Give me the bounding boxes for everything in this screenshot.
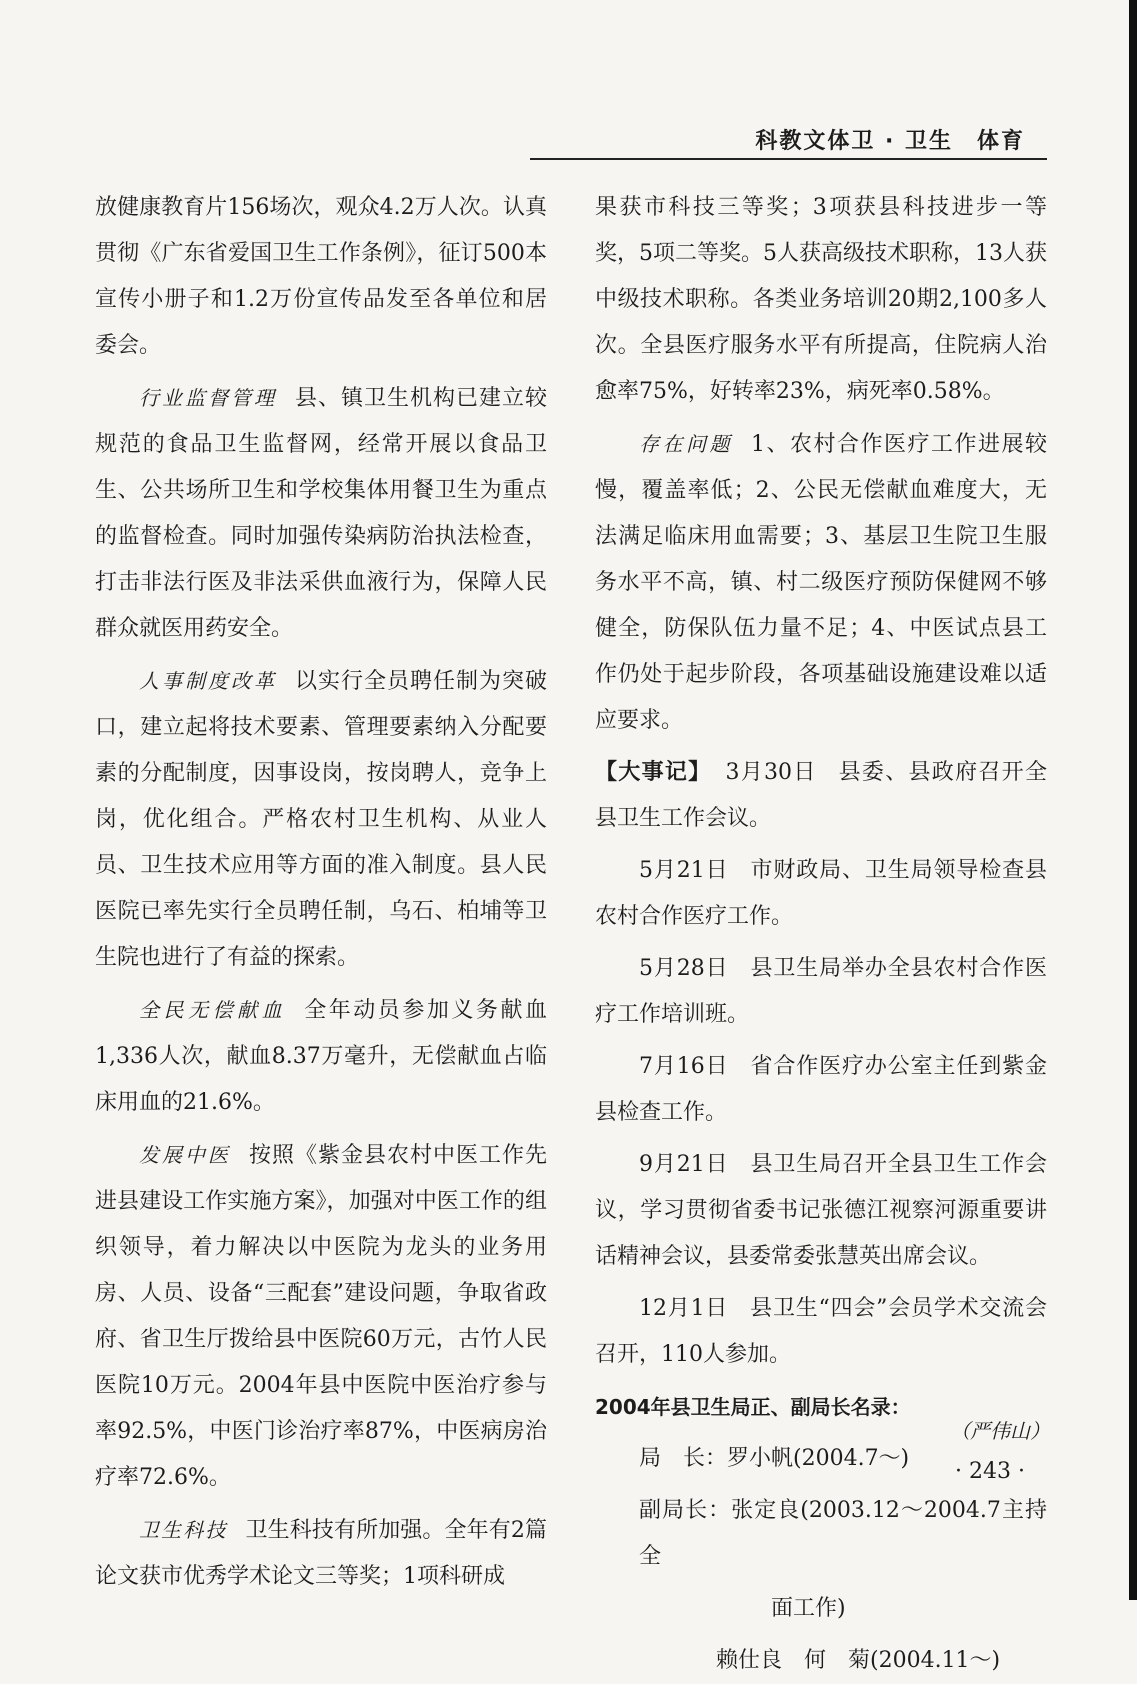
paragraph-problems xyxy=(595,421,1047,744)
event-text: 县卫生局举办全县农村合作医疗工作培训班。 xyxy=(595,956,1047,1027)
section-lead: 全民无偿献血 xyxy=(139,998,287,1022)
event-item xyxy=(595,1286,1047,1378)
left-column xyxy=(95,185,547,1600)
paragraph-tech-awards: 果获市科技三等奖；3项获县科技进步一等奖，5项二等奖。5人获高级技术职称，13人获中级技术职称。各类业务培训20期2,100多人次。全县医疗服务水平有所提高，住院病人治愈率75%，好转率23%，病死率0.58%。 xyxy=(595,195,1047,404)
section-lead: 存在问题 xyxy=(639,432,733,456)
roster-title: 2004年县卫生局正、副局长名录： xyxy=(595,1395,911,1419)
paragraph-tcm xyxy=(95,1132,547,1501)
scan-edge xyxy=(1129,0,1137,1600)
paragraph-blood-donation xyxy=(95,987,547,1126)
event-text: 省合作医疗办公室主任到紫金县检查工作。 xyxy=(595,1054,1047,1125)
paragraph-supervision xyxy=(95,375,547,652)
event-date: 7月16日 xyxy=(639,1054,729,1079)
roster-deputy: 副局长：张定良(2003.12～2004.7主持全 xyxy=(639,1498,1047,1569)
event-text: 县卫生“四会”会员学术交流会召开，110人参加。 xyxy=(595,1296,1047,1367)
event-item xyxy=(595,1142,1047,1280)
section-lead: 卫生科技 xyxy=(139,1518,228,1542)
paragraph-text: 县、镇卫生机构已建立较规范的食品卫生监督网，经常开展以食品卫生、公共场所卫生和学校集体用餐卫生为重点的监督检查。同时加强传染病防治执法检查，打击非法行医及非法采供血液行为，保障人民群众就医用药安全。 xyxy=(95,386,547,641)
event-date: 3月30日 xyxy=(725,760,817,785)
paragraph-personnel-reform xyxy=(95,658,547,981)
page-number: · 243 · xyxy=(955,1459,1025,1484)
event-item xyxy=(595,750,1047,842)
roster-director: 局 长：罗小帆(2004.7～) xyxy=(639,1446,910,1471)
event-text: 县委、县政府召开全县卫生工作会议。 xyxy=(595,760,1047,831)
event-item xyxy=(595,848,1047,940)
events-heading: 【大事记】 xyxy=(595,760,712,785)
paragraph-health-tech xyxy=(95,1507,547,1600)
running-header xyxy=(530,118,1047,160)
paragraph-health-education: 放健康教育片156场次，观众4.2万人次。认真贯彻《广东省爱国卫生工作条例》，征订500本宣传小册子和1.2万份宣传品发至各单位和居委会。 xyxy=(95,195,547,358)
header-title: 科教文体卫 · 卫生 体育 xyxy=(755,129,1025,154)
roster-deputy-continued: 面工作) xyxy=(771,1596,846,1621)
roster-deputy-others: 赖仕良 何 菊(2004.11～) xyxy=(716,1648,1001,1673)
section-lead: 发展中医 xyxy=(139,1143,231,1167)
paragraph-text: 全年动员参加义务献血1,336人次，献血8.37万毫升，无偿献血占临床用血的21.6%。 xyxy=(95,998,547,1115)
event-item xyxy=(595,1044,1047,1136)
paragraph-text: 以实行全员聘任制为突破口，建立起将技术要素、管理要素纳入分配要素的分配制度，因事设岗，按岗聘人，竞争上岗，优化组合。严格农村卫生机构、从业人员、卫生技术应用等方面的准入制度。县人民医院已率先实行全员聘任制，乌石、柏埔等卫生院也进行了有益的探索。 xyxy=(95,669,547,970)
event-date: 9月21日 xyxy=(639,1152,729,1177)
section-lead: 人事制度改革 xyxy=(139,669,277,693)
event-text: 县卫生局召开全县卫生工作会议，学习贯彻省委书记张德江视察河源重要讲话精神会议，县委常委张慧英出席会议。 xyxy=(595,1152,1047,1269)
event-date: 5月21日 xyxy=(639,858,729,883)
event-text: 市财政局、卫生局领导检查县农村合作医疗工作。 xyxy=(595,858,1047,929)
paragraph-text: 按照《紫金县农村中医工作先进县建设工作实施方案》，加强对中医工作的组织领导，着力解决以中医院为龙头的业务用房、人员、设备“三配套”建设问题，争取省政府、省卫生厅拨给县中医院60万元，古竹人民医院10万元。2004年县中医院中医治疗参与率92.5%，中医门诊治疗率87%，中医病房治疗率72.6%。 xyxy=(95,1143,547,1490)
author-credit: （严伟山） xyxy=(950,1419,1050,1443)
section-lead: 行业监督管理 xyxy=(139,386,277,410)
event-item xyxy=(595,946,1047,1038)
paragraph-text: 卫生科技有所加强。全年有2篇论文获市优秀学术论文三等奖；1项科研成 xyxy=(95,1518,548,1589)
event-date: 5月28日 xyxy=(639,956,729,981)
paragraph-text: 1、农村合作医疗工作进展较慢，覆盖率低；2、公民无偿献血难度大，无法满足临床用血需要；3、基层卫生院卫生服务水平不高，镇、村二级医疗预防保健网不够健全，防保队伍力量不足；4、中医试点县工作仍处于起步阶段，各项基础设施建设难以适应要求。 xyxy=(595,432,1047,733)
event-date: 12月1日 xyxy=(639,1296,729,1321)
